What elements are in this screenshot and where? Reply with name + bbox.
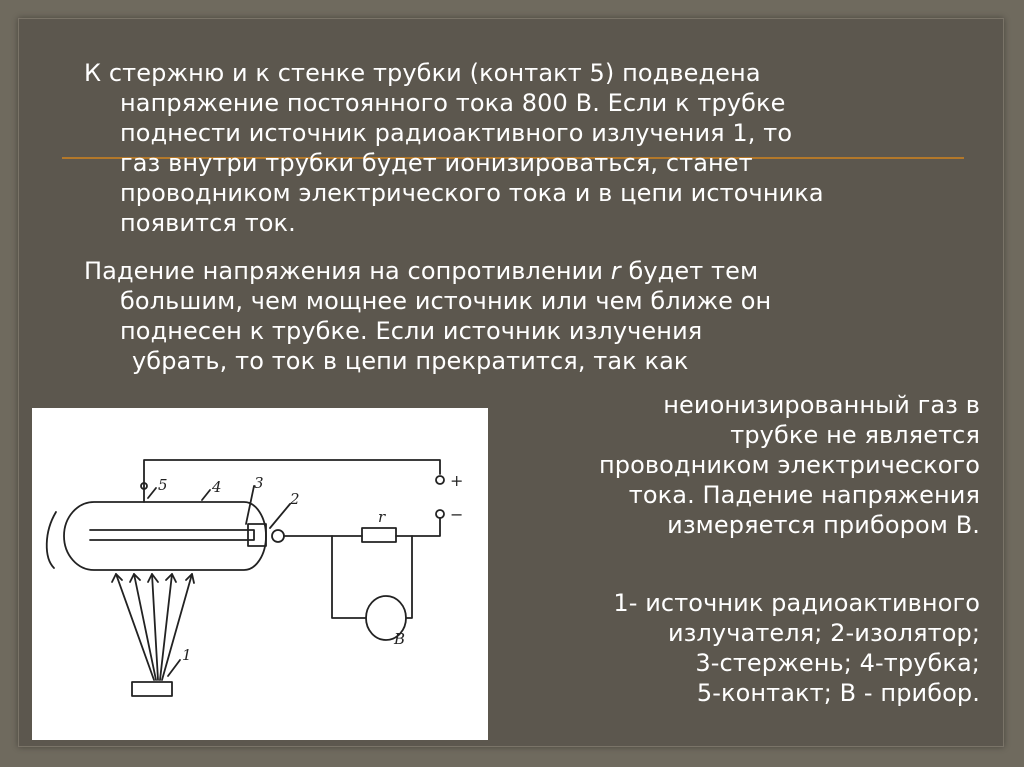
radiation-source (132, 682, 172, 696)
label-1: 1 (182, 646, 192, 664)
rod-terminal (272, 530, 284, 542)
left-curve (47, 512, 56, 568)
label-4: 4 (212, 478, 222, 496)
label-5-leader (148, 488, 156, 498)
legend (613, 588, 980, 708)
label-B: B (394, 630, 406, 648)
ray-1 (116, 574, 154, 680)
resistor (362, 528, 396, 542)
right-text-line-5: измеряется прибором В. (667, 511, 980, 539)
right-text (599, 390, 980, 540)
label-2: 2 (290, 490, 300, 508)
paragraph-2-line-1-start: Падение напряжения на сопротивлении (84, 257, 611, 285)
tube-body (64, 502, 266, 570)
paragraph-1-line-5: проводником электрического тока и в цепи источника (120, 179, 824, 207)
label-2-leader (270, 504, 290, 528)
label-5: 5 (158, 476, 168, 494)
source-leader (168, 660, 180, 676)
label-4-leader (202, 490, 210, 500)
paragraph-2-line-4: убрать, то ток в цепи прекратится, так как (132, 347, 689, 375)
paragraph-2-line-2: большим, чем мощнее источник или чем ближе он (120, 287, 772, 315)
resistor-symbol-text: r (610, 257, 621, 285)
label-minus: − (450, 505, 464, 524)
meter-wire-left (332, 536, 366, 618)
right-text-line-4: тока. Падение напряжения (628, 481, 980, 509)
legend-line-4: 5-контакт; В - прибор. (696, 679, 980, 707)
paragraph-2 (84, 256, 984, 376)
label-3: 3 (254, 474, 264, 492)
legend-line-2: излучателя; 2-изолятор; (667, 619, 980, 647)
insulator (248, 524, 266, 546)
ionization-chamber-diagram (32, 408, 488, 740)
circuit-schematic (32, 408, 488, 740)
legend-line-1: 1- источник радиоактивного (613, 589, 980, 617)
paragraph-1-line-1: К стержню и к стенке трубки (контакт 5) подведена (84, 59, 761, 87)
paragraph-2-line-1 (84, 256, 984, 286)
rod (90, 530, 254, 540)
right-text-line-3: проводником электрического (598, 451, 980, 479)
resistor-wire (396, 518, 440, 536)
paragraph-1 (84, 58, 984, 238)
paragraph-1-line-6: появится ток. (120, 209, 296, 237)
right-text-line-1: неионизированный газ в (663, 391, 980, 419)
top-wire (144, 460, 440, 486)
terminal-minus (436, 510, 444, 518)
paragraph-2-line-3: поднесен к трубке. Если источник излучения (120, 317, 703, 345)
meter-wire-right (406, 536, 412, 618)
paragraph-1-line-2: напряжение постоянного тока 800 В. Если к трубке (120, 89, 786, 117)
paragraph-1-line-3: поднести источник радиоактивного излучения 1, то (120, 119, 793, 147)
label-plus: + (450, 471, 464, 490)
label-r: r (378, 508, 386, 526)
right-text-line-2: трубке не является (730, 421, 980, 449)
paragraph-1-line-4: газ внутри трубки будет ионизироваться, станет (120, 149, 753, 177)
terminal-plus (436, 476, 444, 484)
legend-line-3: 3-стержень; 4-трубка; (695, 649, 980, 677)
paragraph-2-line-1-end: будет тем (620, 257, 759, 285)
